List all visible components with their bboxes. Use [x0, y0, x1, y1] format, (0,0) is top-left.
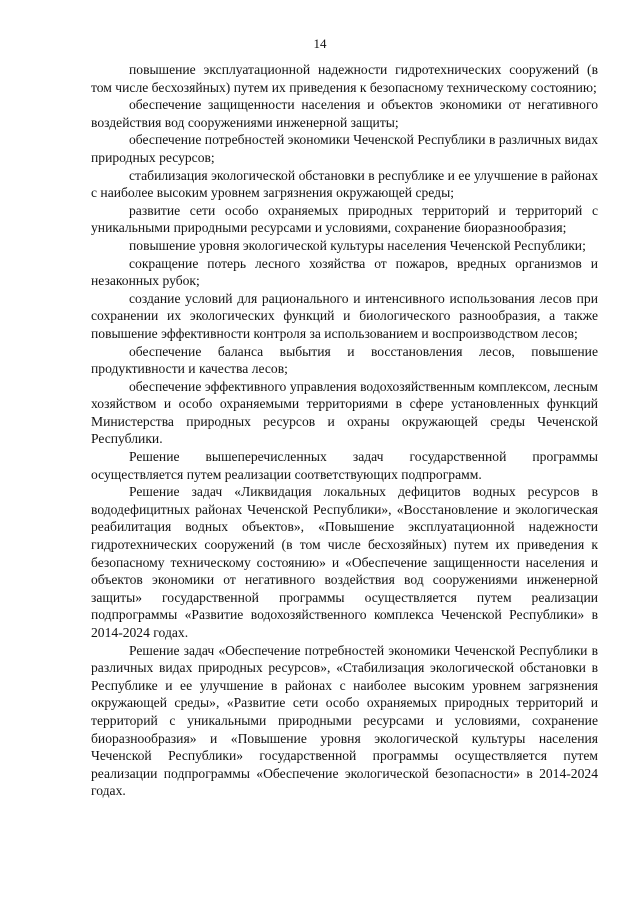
paragraph: повышение уровня экологической культуры населения Чеченской Республики;	[129, 237, 586, 253]
paragraph: обеспечение потребностей экономики Чеченской Республики в различных видах природных ресурсов;	[91, 132, 598, 165]
paragraph: Решение вышеперечисленных задач государственной программы осуществляется путем реализации соответствующих подпрограмм.	[91, 449, 598, 482]
paragraph: создание условий для рационального и интенсивного использования лесов при сохранении их экологических функций и биологического разнообразия, а также повышение эффективности контроля за использованием и воспроизводством лесов;	[91, 290, 598, 341]
paragraph: сокращение потерь лесного хозяйства от пожаров, вредных организмов и незаконных рубок;	[91, 255, 598, 289]
paragraph: обеспечение защищенности населения и объектов экономики от негативного воздействия вод сооружениями инженерной защиты;	[91, 97, 598, 130]
paragraph: обеспечение эффективного управления водохозяйственным комплексом, лесным хозяйством и особо охраняемыми территориями в сфере установленных функций Министерства природных ресурсов и охраны окружающей среды Чеченской Республики.	[91, 378, 598, 447]
paragraph: Решение задач «Ликвидация локальных дефицитов водных ресурсов в вододефицитных районах Чеченской Республики», «Восстановление и экологическая реабилитация водных объектов», «Повышение эксплуатационной надежности гидротехнических сооружений (в том числе бесхозяйных) путем их приведения к безопасному техническому состоянию» и «Обеспечение защищенности населения и объектов экономики от негативного воздействия вод сооружениями инженерной защиты» государственной программы осуществляется путем реализации подпрограммы «Развитие водохозяйственного комплекса Чеченской Республики» в 2014-2024 годах.	[91, 484, 598, 640]
paragraph: развитие сети особо охраняемых природных территорий и территорий с уникальными природными ресурсами и условиями, сохранение биоразнообразия;	[91, 202, 598, 236]
paragraph: повышение эксплуатационной надежности гидротехнических сооружений (в том числе бесхозяйных) путем их приведения к безопасному техническому состоянию;	[91, 62, 598, 95]
paragraph: обеспечение баланса выбытия и восстановления лесов, повышение продуктивности и качества лесов;	[91, 343, 598, 377]
paragraph: Решение задач «Обеспечение потребностей экономики Чеченской Республики в различных видах природных ресурсов», «Стабилизация экологической обстановки в Республике и ее улучшение в районах с наиболее высоким уровнем загрязнения окружающей среды», «Развитие сети особо охраняемых природных территорий и территорий с уникальными природными ресурсами и условиями, сохранение биоразнообразия» и «Повышение уровня экологической культуры населения Чеченской Республики» государственной программы осуществляется путем реализации подпрограммы «Обеспечение экологической безопасности» в 2014-2024 годах.	[91, 642, 598, 799]
page-number: 14	[313, 36, 327, 51]
paragraph: стабилизация экологической обстановки в республике и ее улучшение в районах с наиболее высоким уровнем загрязнения окружающей среды;	[91, 167, 598, 201]
document-body	[91, 61, 598, 800]
